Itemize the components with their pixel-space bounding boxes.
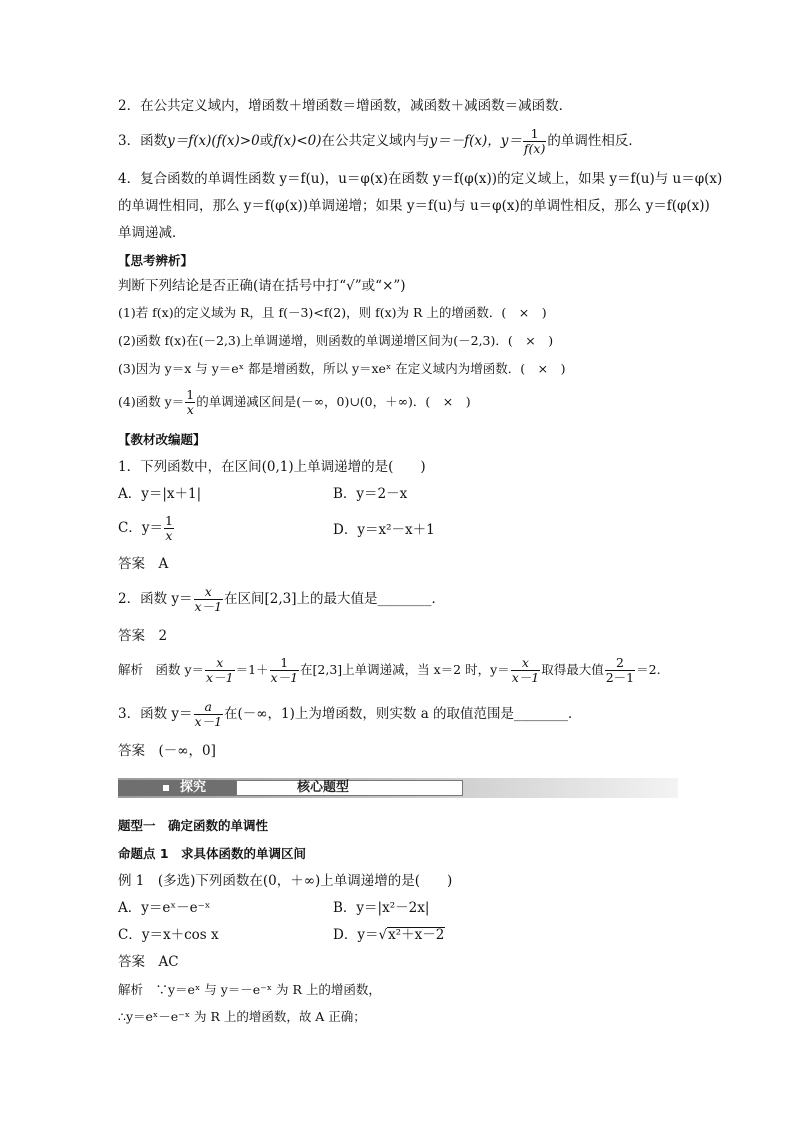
example-1-option-d: D．y＝√x²＋x－2 [333, 927, 445, 943]
point-heading: 命题点 1 求具体函数的单调区间 [118, 846, 307, 861]
example-1-stem: 例 1 (多选)下列函数在(0，＋∞)上单调递增的是( ) [118, 873, 453, 889]
q1-stem: 1．下列函数中，在区间(0,1)上单调递增的是( ) [118, 459, 426, 475]
think-heading: 【思考辨析】 [118, 253, 194, 268]
q1-option-b: B．y＝2－x [333, 486, 408, 502]
q2-answer: 答案 2 [118, 628, 168, 644]
rule-4-line2: 的单调性相同，那么 y＝f(φ(x))单调递增；如果 y＝f(u)与 u＝φ(x)的单调性相反，那么 y＝f(φ(x)) [118, 198, 710, 214]
rule-2: 2．在公共定义域内，增函数＋增函数＝增函数，减函数＋减函数＝减函数． [118, 98, 573, 114]
fraction: $\frac{1}{f(x)}$ [523, 126, 546, 156]
think-item-4: (4)函数 y＝ $\frac{1}{x}$ 的单调递减区间是(－∞，0)∪(0，＋∞)．( × ) [118, 387, 471, 417]
fraction: $\frac{x}{x-1}$ [194, 584, 223, 614]
type-heading: 题型一 确定函数的单调性 [118, 818, 269, 833]
think-intro: 判断下列结论是否正确(请在括号中打“√”或“×”) [118, 278, 406, 294]
think-item-2: (2)函数 f(x)在(－2,3)上单调递增，则函数的单调递增区间为(－2,3)．( × ) [118, 333, 554, 348]
example-1-option-b: B．y＝|x²－2x| [333, 900, 430, 916]
q3-answer: 答案 (－∞，0] [118, 743, 216, 759]
rule-4-line1: 4．复合函数的单调性函数 y＝f(u)，u＝φ(x)在函数 y＝f(φ(x))的定义域上，如果 y＝f(u)与 u＝φ(x) [118, 171, 723, 187]
square-icon [163, 785, 169, 791]
q3-stem: 3．函数 y＝ $\frac{a}{x-1}$ 在(－∞，1)上为增函数，则实数 a 的取值范围是________． [118, 699, 582, 729]
fraction: $\frac{1}{x-1}$ [270, 655, 299, 685]
think-item-3: (3)因为 y＝x 与 y＝eˣ 都是增函数，所以 y＝xeˣ 在定义域内为增函数．( × ) [118, 361, 566, 376]
fraction: $\frac{2}{2-1}$ [605, 655, 635, 685]
example-1-option-a: A．y＝eˣ－e⁻ˣ [118, 900, 211, 916]
section-banner [118, 778, 678, 798]
fraction: $\frac{a}{x-1}$ [194, 699, 223, 729]
q1-option-a: A．y＝|x＋1| [118, 486, 202, 502]
example-1-solution-1: 解析 ∵y＝eˣ 与 y＝－e⁻ˣ 为 R 上的增函数， [118, 982, 381, 997]
q2-stem: 2．函数 y＝ $\frac{x}{x-1}$ 在区间[2,3]上的最大值是________． [118, 584, 446, 614]
q1-option-c: C．y＝ $\frac{1}{x}$ [118, 513, 173, 543]
rule-3: 3．函数y＝f(x)(f(x)>0或f(x)<0)在公共定义域内与y＝－f(x)，y＝ $\frac{1}{f(x)}$ 的单调性相反． [118, 126, 642, 156]
fraction: $\frac{1}{x}$ [186, 387, 195, 417]
example-1-solution-2: ∴y＝eˣ－e⁻ˣ 为 R 上的增函数，故 A 正确； [118, 1009, 366, 1024]
edit-heading: 【教材改编题】 [118, 432, 206, 447]
banner-left: 探究 [118, 780, 236, 796]
example-1-option-c: C．y＝x＋cos x [118, 927, 219, 943]
fraction: $\frac{x}{x-1}$ [511, 655, 540, 685]
fraction: $\frac{1}{x}$ [164, 513, 173, 543]
rule-4-line3: 单调递减． [118, 225, 186, 241]
q2-solution: 解析 函数 y＝ $\frac{x}{x-1}$ ＝1＋ $\frac{1}{x-1}$ 在[2,3]上单调递减，当 x＝2 时，y＝ $\frac{x}{x-1}$ 取得最大值 $\frac{2}{2-1}$ ＝2. [118, 655, 661, 685]
example-1-answer: 答案 AC [118, 954, 179, 970]
q1-option-d: D．y＝x²－x＋1 [333, 522, 435, 538]
banner-right: 核心题型 [236, 780, 463, 796]
fraction: $\frac{x}{x-1}$ [206, 655, 234, 685]
q1-answer: 答案 A [118, 556, 169, 572]
think-item-1: (1)若 f(x)的定义域为 R，且 f(－3)<f(2)，则 f(x)为 R 上的增函数．( × ) [118, 305, 547, 320]
